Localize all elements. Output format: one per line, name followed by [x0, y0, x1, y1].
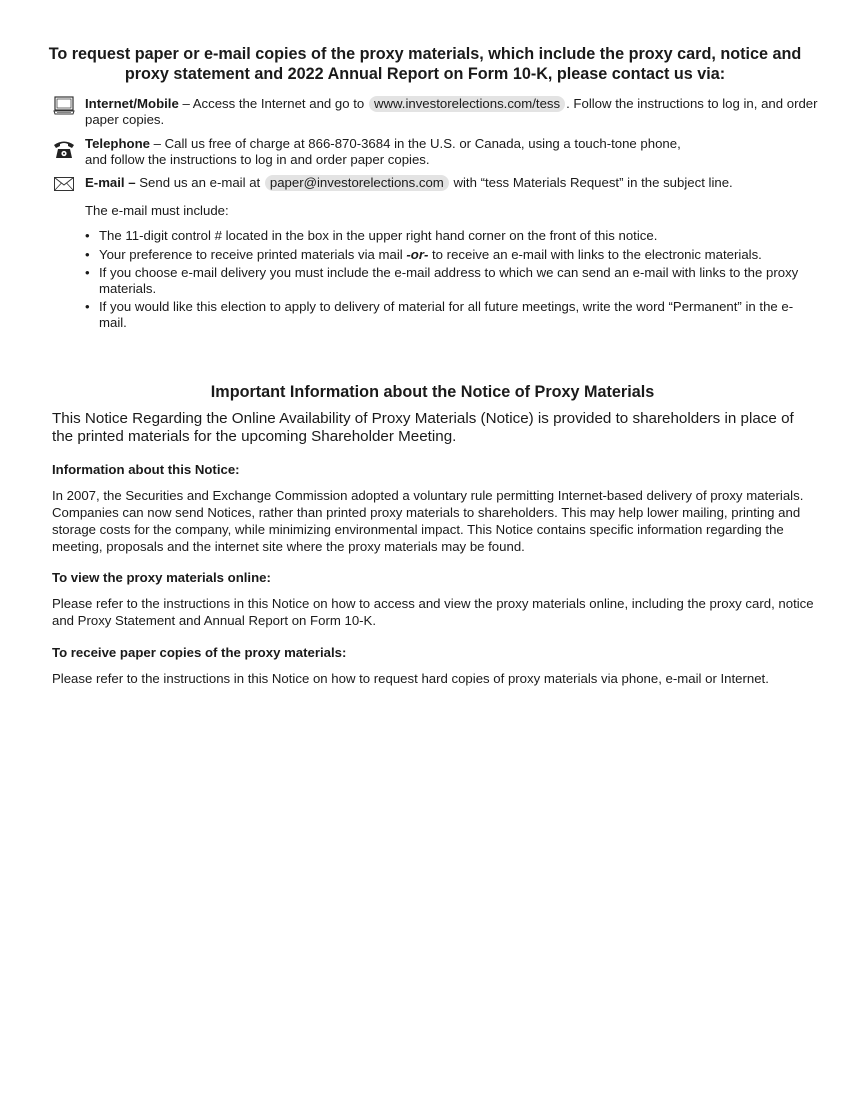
list-item-text-after: to receive an e-mail with links to the electronic materials. [428, 246, 762, 262]
telephone-instructions [85, 136, 820, 168]
email-address-link[interactable]: paper@investorelections.com [265, 175, 449, 191]
email-requirements-list [85, 228, 805, 333]
important-info-heading: Important Information about the Notice of Proxy Materials [210, 383, 655, 401]
telephone-text-line2: and follow the instructions to log in and order paper copies. [85, 152, 430, 167]
list-item: • If you would like this election to apply to delivery of material for all future meetings, write the word “Permanent” in the e-mail. [85, 299, 805, 330]
list-item: • The 11-digit control # located in the box in the upper right hand corner on the front of this notice. [85, 228, 805, 244]
section-body-paper-copies: Please refer to the instructions in this Notice on how to request hard copies of proxy materials via phone, e-mail or Internet. [52, 671, 769, 686]
email-text-after: with “tess Materials Request” in the subject line. [449, 175, 733, 190]
telephone-label: Telephone [85, 136, 150, 151]
internet-text: – Access the Internet and go to [178, 96, 368, 111]
section-heading-about-notice: Information about this Notice: [52, 462, 240, 477]
email-requirements-intro: The e-mail must include: [85, 203, 229, 218]
internet-label: Internet/Mobile [85, 96, 179, 111]
telephone-text: – Call us free of charge at 866-870-3684 in the U.S. or Canada, using a touch-tone phone, [149, 136, 681, 151]
or-emphasis: -or- [406, 246, 429, 262]
list-item [85, 247, 805, 263]
section-heading-view-online: To view the proxy materials online: [52, 570, 271, 585]
internet-instructions [85, 96, 820, 128]
email-text: Send us an e-mail at [135, 175, 264, 190]
email-label: E-mail – [85, 175, 136, 190]
section-heading-paper-copies: To receive paper copies of the proxy materials: [52, 645, 347, 660]
email-instructions [85, 175, 820, 191]
notice-intro: This Notice Regarding the Online Availability of Proxy Materials (Notice) is provided to shareholders in place of the printed materials for the upcoming Shareholder Meeting. [52, 410, 794, 445]
list-item: • If you choose e-mail delivery you must include the e-mail address to which we can send an e-mail with links to the proxy materials. [85, 265, 805, 296]
computer-icon [53, 96, 75, 116]
section-body-view-online: Please refer to the instructions in this Notice on how to access and view the proxy materials online, including the proxy card, notice and Proxy Statement and Annual Report on Form 10-K. [52, 596, 814, 628]
telephone-icon [53, 138, 75, 158]
section-body-about-notice: In 2007, the Securities and Exchange Commission adopted a voluntary rule permitting Internet-based delivery of proxy materials. Companies can now send Notices, rather than printed proxy materials to shareholders. This may help lower mailing, printing and storage costs for the company, while minimizing environmental impact. This Notice contains specific information regarding the meeting, proposals and the internet site where the proxy materials may be found. [52, 488, 804, 554]
internet-url-link[interactable]: www.investorelections.com/tess [369, 96, 565, 112]
request-copies-heading: To request paper or e-mail copies of the proxy materials, which include the proxy card, notice and proxy statement and 2022 Annual Report on Form 10-K, please contact us via: [48, 45, 802, 83]
envelope-icon [53, 175, 75, 195]
list-item-text: Your preference to receive printed materials via mail [99, 246, 407, 262]
internet-text-after: . Follow the instructions to log in, and order paper copies. [85, 96, 818, 127]
